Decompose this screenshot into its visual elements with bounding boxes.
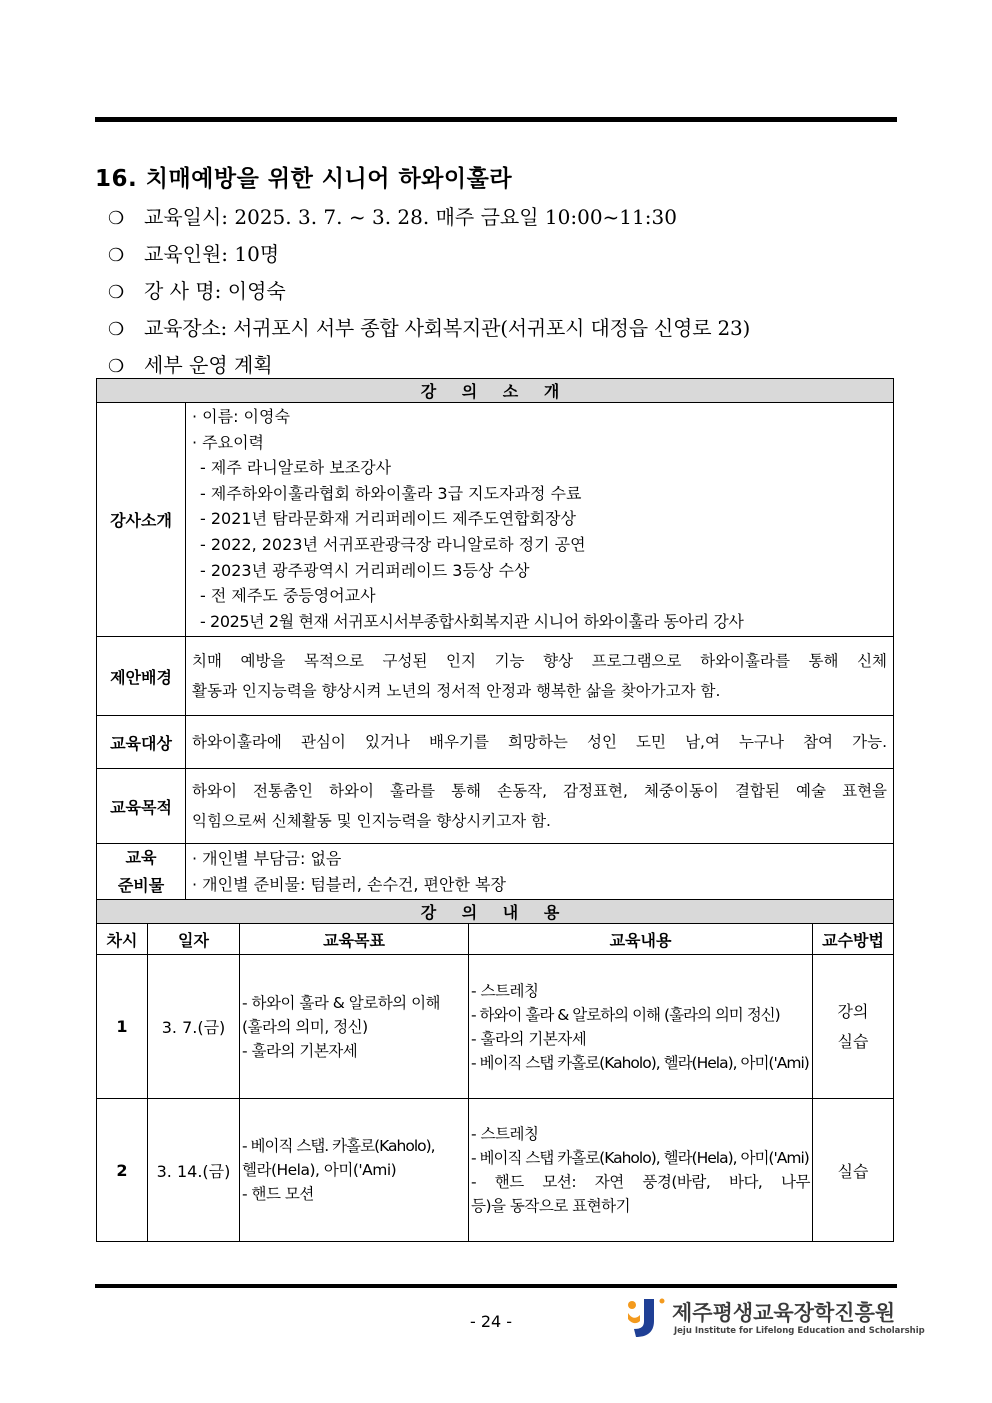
bullet-icon: ❍ [108, 245, 125, 266]
background-line: 치매 예방을 목적으로 구성된 인지 기능 향상 프로그램으로 하와이훌라를 통해 신체 [192, 652, 888, 671]
instructor-line: - 2021년 탐라문화재 거리퍼레이드 제주도연합회장상 [200, 509, 576, 529]
institute-logo-icon [626, 1295, 666, 1339]
instructor-line: - 전 제주도 중등영어교사 [200, 586, 376, 606]
goal-label: 교육목적 [97, 769, 186, 844]
column-header: 차시 [97, 924, 148, 955]
logo-english: Jeju Institute for Lifelong Education and Scholarship [674, 1326, 925, 1336]
instructor-label: 강사소개 [97, 403, 186, 637]
goal-item: - 하와이 훌라 & 알로하의 이해 [242, 993, 441, 1012]
content-item: - 베이직 스탭 카홀로(Kaholo), 헬라(Hela), 아미('Ami) [471, 1053, 809, 1072]
session-date: 3. 7.(금) [148, 955, 240, 1099]
info-text: 강 사 명: 이영숙 [144, 279, 286, 303]
session-methods [813, 1099, 894, 1242]
supplies-label-line: 교육 [125, 848, 157, 868]
content-item: - 하와이 훌라 & 알로하의 이해 (훌라의 의미 정신) [471, 1005, 780, 1024]
instructor-line: · 주요이력 [192, 432, 264, 452]
info-text: 교육일시: 2025. 3. 7. ~ 3. 28. 매주 금요일 10:00~11:30 [144, 205, 677, 229]
session-contents [469, 1099, 813, 1242]
supplies-line: · 개인별 부담금: 없음 [192, 849, 342, 869]
bullet-icon: ❍ [108, 282, 125, 303]
info-schedule [108, 201, 677, 230]
content-item: - 스트레칭 [471, 1125, 539, 1143]
goal-item: 헬라(Hela), 아미('Ami) [242, 1161, 397, 1179]
content-item: - 훌라의 기본자세 [471, 1029, 587, 1048]
instructor-line: - 2023년 광주광역시 거리퍼레이드 3등상 수상 [200, 560, 530, 580]
column-header: 교육내용 [469, 924, 813, 955]
goal-item: - 베이직 스탭. 카홀로(Kaholo), [242, 1137, 435, 1155]
info-text: 교육인원: 10명 [144, 242, 280, 266]
bottom-rule [95, 1284, 897, 1288]
info-text: 세부 운영 계획 [144, 353, 273, 377]
table-row [97, 1099, 894, 1242]
goal-item: - 핸드 모션 [242, 1185, 314, 1203]
info-location [108, 312, 750, 341]
info-instructor [108, 275, 286, 304]
table-row [97, 955, 894, 1099]
content-header: 강 의 내 용 [97, 900, 894, 924]
bullet-icon: ❍ [108, 356, 125, 377]
goal-line: 익힘으로써 신체활동 및 인지능력을 향상시키고자 함. [192, 812, 551, 831]
instructor-line: - 2025년 2월 현재 서귀포시서부종합사회복지관 시니어 하와이훌라 동아리 강사 [200, 611, 744, 631]
supplies-label [97, 844, 186, 901]
supplies-line: · 개인별 준비물: 텀블러, 손수건, 편안한 복장 [192, 875, 506, 895]
session-date: 3. 14.(금) [148, 1099, 240, 1242]
info-text: 교육장소: 서귀포시 서부 종합 사회복지관(서귀포시 대정읍 신영로 23) [144, 316, 751, 340]
instructor-line: · 이름: 이영숙 [192, 407, 290, 426]
content-item: - 베이직 스탭 카홀로(Kaholo), 헬라(Hela), 아미('Ami) [471, 1149, 809, 1167]
goal-item: - 훌라의 기본자세 [242, 1041, 358, 1060]
top-rule [95, 117, 897, 122]
bullet-icon: ❍ [108, 319, 124, 340]
instructor-line: - 제주 라니알로하 보조강사 [200, 458, 392, 478]
logo-name: 제주평생교육장학진흥원 [672, 1301, 896, 1325]
info-capacity [108, 238, 279, 267]
content-item: 등)을 동작으로 표현하기 [471, 1197, 631, 1215]
institute-logo [626, 1295, 925, 1340]
intro-header: 강 의 소 개 [97, 379, 894, 403]
instructor-line: - 2022, 2023년 서귀포관광극장 라니알로하 정기 공연 [200, 534, 586, 554]
session-number: 2 [97, 1099, 148, 1242]
target-line: 하와이훌라에 관심이 있거나 배우기를 희망하는 성인 도민 남,여 누구나 참여 가능. [192, 732, 888, 751]
session-contents [469, 955, 813, 1099]
column-header: 교수방법 [813, 924, 894, 955]
info-plan [108, 349, 273, 378]
method-item: 실습 [837, 1161, 869, 1181]
content-table [96, 899, 894, 1242]
supplies-text [186, 844, 894, 901]
column-header: 일자 [148, 924, 240, 955]
goal-line: 하와이 전통춤인 하와이 훌라를 통해 손동작, 감정표현, 체중이동이 결합된 예술 표현을 [192, 782, 888, 801]
column-header: 교육목표 [240, 924, 469, 955]
session-goals [240, 1099, 469, 1242]
goal-item: (훌라의 의미, 정신) [242, 1017, 368, 1036]
background-line: 활동과 인지능력을 향상시켜 노년의 정서적 안정과 행복한 삶을 찾아가고자 함. [192, 682, 721, 701]
intro-table [96, 378, 894, 901]
background-label: 제안배경 [97, 637, 186, 716]
content-item: - 핸드 모션: 자연 풍경(바람, 바다, 나무 [471, 1173, 810, 1191]
method-item: 강의 [837, 1001, 869, 1021]
bullet-icon: ❍ [108, 208, 125, 229]
session-number: 1 [97, 955, 148, 1099]
content-item: - 스트레칭 [471, 981, 539, 1000]
supplies-label-line: 준비물 [117, 876, 165, 896]
background-text [186, 637, 894, 716]
target-text [186, 716, 894, 769]
session-methods [813, 955, 894, 1099]
target-label: 교육대상 [97, 716, 186, 769]
page-number: - 24 - [470, 1312, 513, 1331]
instructor-line: - 제주하와이훌라협회 하와이훌라 3급 지도자과정 수료 [200, 483, 582, 503]
goal-text [186, 769, 894, 844]
method-item: 실습 [837, 1031, 869, 1051]
session-goals [240, 955, 469, 1099]
instructor-details [186, 403, 894, 637]
section-title: 16. 치매예방을 위한 시니어 하와이훌라 [95, 166, 513, 192]
